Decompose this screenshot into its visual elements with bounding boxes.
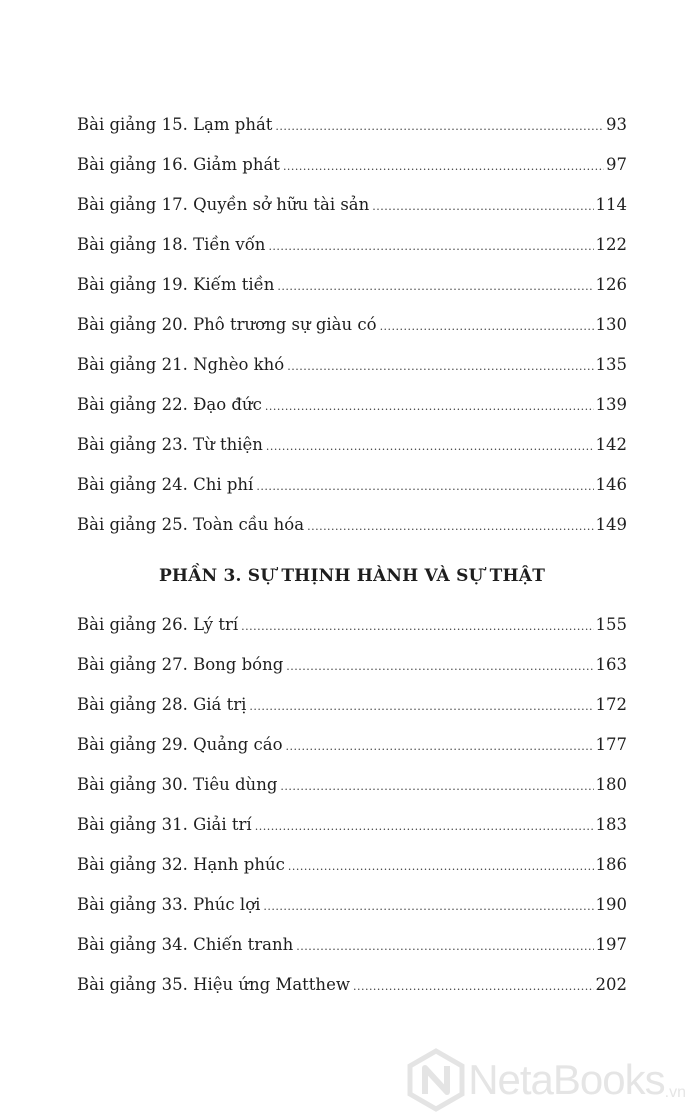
toc-entry-page: 202	[595, 975, 627, 994]
toc-entry-page: 163	[595, 655, 627, 674]
toc-entry-page: 180	[595, 775, 627, 794]
toc-leader-dots	[296, 927, 593, 967]
toc-entry-title: Bài giảng 28. Giá trị	[77, 695, 247, 714]
toc-entry-page: 135	[595, 355, 627, 374]
toc-entry-page: 190	[595, 895, 627, 914]
toc-entry-page: 177	[595, 735, 627, 754]
toc-leader-dots	[277, 267, 593, 307]
toc-entry-page: 186	[595, 855, 627, 874]
toc-entry	[77, 845, 627, 885]
toc-leader-dots	[256, 467, 593, 507]
netabooks-watermark	[406, 1048, 686, 1112]
toc-entry-page: 183	[595, 815, 627, 834]
toc-entry-page: 93	[606, 115, 627, 134]
toc-entry-title: Bài giảng 34. Chiến tranh	[77, 935, 294, 954]
toc-entry-title: Bài giảng 15. Lạm phát	[77, 115, 273, 134]
toc-leader-dots	[286, 647, 593, 687]
toc-entry	[77, 345, 627, 385]
toc-entry-page: 114	[595, 195, 627, 214]
table-of-contents	[77, 105, 627, 1005]
toc-leader-dots	[307, 507, 593, 547]
toc-leader-dots	[268, 227, 593, 267]
toc-entry	[77, 605, 627, 645]
toc-leader-dots	[283, 147, 604, 187]
toc-entry-title: Bài giảng 32. Hạnh phúc	[77, 855, 285, 874]
toc-entry	[77, 105, 627, 145]
toc-entry-title: Bài giảng 21. Nghèo khó	[77, 355, 285, 374]
toc-entry-title: Bài giảng 27. Bong bóng	[77, 655, 284, 674]
netabooks-logo-icon	[406, 1048, 466, 1112]
toc-leader-dots	[372, 187, 593, 227]
toc-entry-title: Bài giảng 31. Giải trí	[77, 815, 252, 834]
toc-entry-title: Bài giảng 22. Đạo đức	[77, 395, 262, 414]
toc-entry-page: 122	[595, 235, 627, 254]
toc-entry-title: Bài giảng 24. Chi phí	[77, 475, 254, 494]
toc-leader-dots	[353, 967, 594, 1007]
toc-entry-title: Bài giảng 18. Tiền vốn	[77, 235, 266, 254]
toc-entry-page: 197	[595, 935, 627, 954]
toc-entry-page: 142	[595, 435, 627, 454]
toc-leader-dots	[275, 107, 604, 147]
toc-entry	[77, 185, 627, 225]
toc-leader-dots	[265, 387, 594, 427]
toc-entry-page: 126	[595, 275, 627, 294]
toc-entry-page: 149	[595, 515, 627, 534]
toc-entry-title: Bài giảng 19. Kiếm tiền	[77, 275, 275, 294]
toc-entry-page: 146	[595, 475, 627, 494]
part2-entry-list	[77, 105, 627, 545]
toc-entry	[77, 685, 627, 725]
toc-leader-dots	[266, 427, 594, 467]
toc-entry	[77, 385, 627, 425]
toc-leader-dots	[255, 807, 594, 847]
toc-entry	[77, 265, 627, 305]
toc-entry-title: Bài giảng 26. Lý trí	[77, 615, 239, 634]
toc-entry	[77, 145, 627, 185]
toc-leader-dots	[263, 887, 593, 927]
toc-entry-page: 139	[595, 395, 627, 414]
toc-leader-dots	[280, 767, 593, 807]
section-heading-part3: PHẦN 3. SỰ THỊNH HÀNH VÀ SỰ THẬT	[158, 566, 546, 586]
toc-entry-title: Bài giảng 16. Giảm phát	[77, 155, 280, 174]
toc-entry	[77, 505, 627, 545]
toc-entry	[77, 725, 627, 765]
toc-entry-page: 155	[595, 615, 627, 634]
toc-leader-dots	[241, 607, 593, 647]
toc-entry-title: Bài giảng 25. Toàn cầu hóa	[77, 515, 305, 534]
toc-entry	[77, 925, 627, 965]
toc-entry	[77, 805, 627, 845]
toc-entry	[77, 425, 627, 465]
toc-leader-dots	[288, 847, 594, 887]
toc-entry-page: 172	[595, 695, 627, 714]
toc-entry-title: Bài giảng 17. Quyền sở hữu tài sản	[77, 195, 370, 214]
watermark-brand-text: NetaBooks	[468, 1056, 665, 1103]
toc-entry-title: Bài giảng 29. Quảng cáo	[77, 735, 283, 754]
toc-leader-dots	[249, 687, 593, 727]
toc-entry-title: Bài giảng 23. Từ thiện	[77, 435, 263, 454]
toc-leader-dots	[380, 307, 594, 347]
toc-entry-page: 130	[595, 315, 627, 334]
toc-entry-title: Bài giảng 33. Phúc lợi	[77, 895, 261, 914]
part3-entry-list	[77, 605, 627, 1005]
toc-entry	[77, 885, 627, 925]
toc-entry-title: Bài giảng 35. Hiệu ứng Matthew	[77, 975, 350, 994]
toc-entry	[77, 965, 627, 1005]
toc-entry	[77, 305, 627, 345]
toc-entry-title: Bài giảng 30. Tiêu dùng	[77, 775, 278, 794]
toc-leader-dots	[286, 727, 594, 767]
toc-entry	[77, 645, 627, 685]
toc-leader-dots	[287, 347, 593, 387]
toc-entry-title: Bài giảng 20. Phô trương sự giàu có	[77, 315, 377, 334]
toc-entry	[77, 225, 627, 265]
toc-entry	[77, 465, 627, 505]
toc-entry-page: 97	[606, 155, 627, 174]
watermark-suffix-text: .vn	[664, 1084, 686, 1101]
toc-entry	[77, 765, 627, 805]
